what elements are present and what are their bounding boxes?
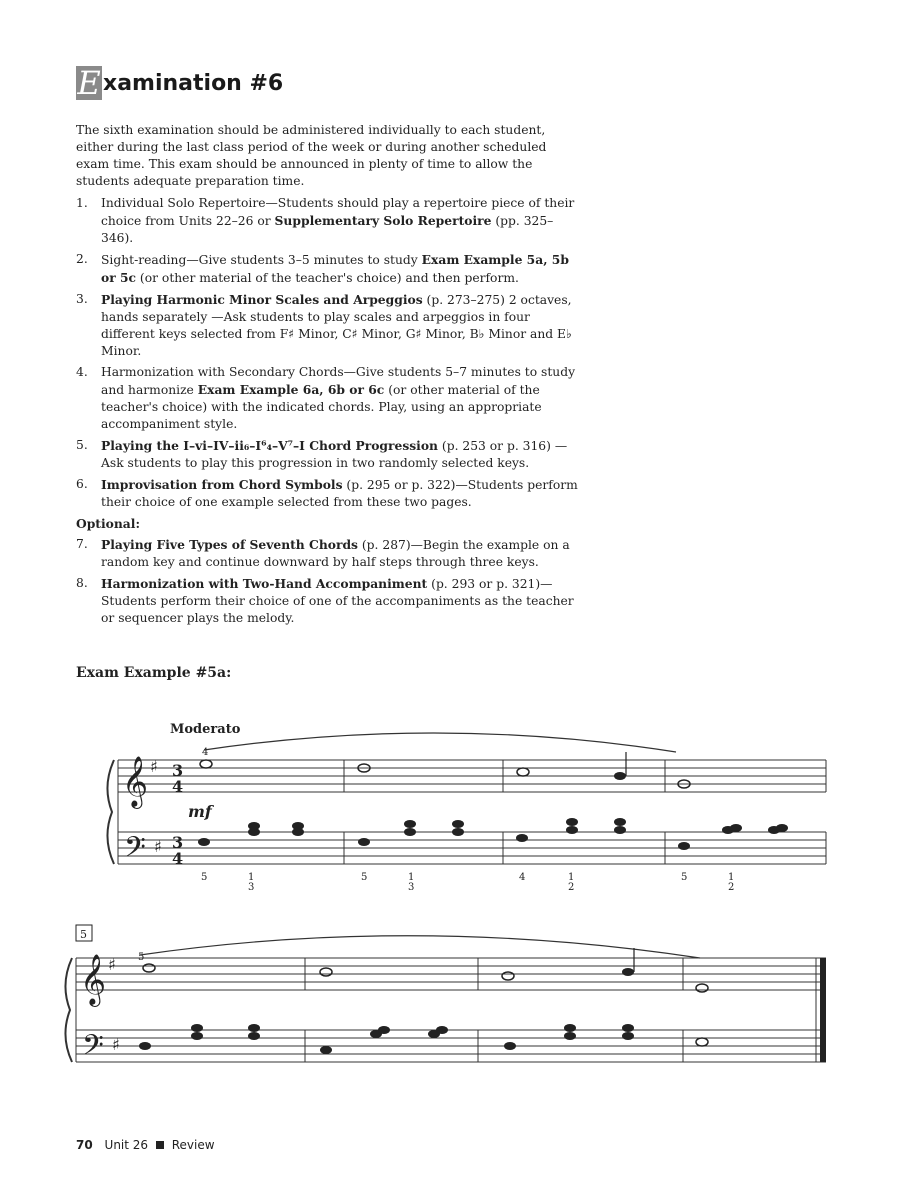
list-item: 7. Playing Five Types of Seventh Chords (p. 287)—Begin the example on a random key and continue downward by half steps through three keys. bbox=[76, 537, 570, 569]
list-item: 5. Playing the I–vi–IV–ii₆–I⁶₄–V⁷–I Chord Progression (p. 253 or p. 316) —Ask students to play this progression in two randomly selected keys. bbox=[76, 438, 568, 470]
svg-text:♯: ♯ bbox=[108, 955, 116, 974]
svg-text:𝄢: 𝄢 bbox=[82, 1029, 104, 1069]
page-number: 70 bbox=[76, 1138, 93, 1152]
fingering: 1 bbox=[408, 872, 415, 883]
list-item: 1. Individual Solo Repertoire—Students should play a repertoire piece of their choice from Units 22–26 or Supplementary Solo Repertoire (pp. 325–346). bbox=[76, 196, 575, 245]
optional-heading: Optional: bbox=[76, 516, 140, 531]
fingering: 1 bbox=[248, 872, 255, 883]
measure-number: 5 bbox=[80, 928, 87, 941]
fingering: 1 bbox=[568, 872, 575, 883]
example-label: Exam Example #5a: bbox=[76, 665, 232, 681]
fingering: 3 bbox=[408, 882, 415, 893]
list-item: 3. Playing Harmonic Minor Scales and Arpeggios (p. 273–275) 2 octaves, hands separately —Ask students to play scales and arpeggios in four different keys selected from F♯ Minor, C♯ Minor, G♯ Minor, B♭ Minor and E♭ Minor. bbox=[76, 292, 572, 358]
fingering: 2 bbox=[728, 882, 735, 893]
fingering: 5 bbox=[138, 952, 145, 963]
fingering: 1 bbox=[728, 872, 735, 883]
dynamic-marking: mf bbox=[188, 802, 212, 821]
fingering: 5 bbox=[361, 872, 368, 883]
fingering: 4 bbox=[202, 747, 209, 758]
list-item: 4. Harmonization with Secondary Chords—Give students 5–7 minutes to study and harmonize Exam Example 6a, 6b or 6c (or other material of the teacher's choice) with the indicated chords. Play, using an appropriate accompaniment style. bbox=[76, 365, 576, 431]
intro-paragraph: The sixth examination should be administered individually to each student, either during the last class period of the week or during another scheduled exam time. This exam should be announced in plenty of time to allow the students adequate preparation time. bbox=[76, 123, 547, 188]
svg-text:♯: ♯ bbox=[150, 757, 158, 776]
list-item: 8. Harmonization with Two-Hand Accompaniment (p. 293 or p. 321)—Students perform their choice of one of the accompaniments as the teacher or sequencer plays the melody. bbox=[76, 576, 574, 625]
time-sig-top-bass: 3 bbox=[172, 833, 184, 852]
fingering: 2 bbox=[568, 882, 575, 893]
page-footer bbox=[76, 1138, 215, 1152]
fingering: 5 bbox=[201, 872, 208, 883]
svg-text:𝄞: 𝄞 bbox=[80, 954, 107, 1005]
fingering: 5 bbox=[681, 872, 688, 883]
svg-text:♯: ♯ bbox=[112, 1035, 120, 1054]
title-text: xamination #6 bbox=[103, 70, 284, 96]
section-label: Review bbox=[171, 1138, 215, 1152]
svg-text:♯: ♯ bbox=[154, 837, 162, 856]
time-sig-bottom: 4 bbox=[172, 777, 184, 796]
time-sig-bottom-bass: 4 bbox=[172, 849, 184, 868]
svg-text:𝄞: 𝄞 bbox=[122, 756, 149, 807]
list-item: 2. Sight-reading—Give students 3–5 minutes to study Exam Example 5a, 5b or 5c (or other material of the teacher's choice) and then perform. bbox=[76, 252, 569, 285]
fingering: 3 bbox=[248, 882, 255, 893]
tempo-marking: Moderato bbox=[170, 722, 241, 737]
time-sig-top: 3 bbox=[172, 761, 184, 780]
svg-text:𝄢: 𝄢 bbox=[124, 831, 146, 871]
fingering: 4 bbox=[519, 872, 526, 883]
drop-cap: E bbox=[77, 64, 101, 102]
unit-label: Unit 26 bbox=[104, 1138, 149, 1152]
list-item: 6. Improvisation from Chord Symbols (p. 295 or p. 322)—Students perform their choice of one example selected from these two pages. bbox=[76, 477, 578, 509]
square-icon bbox=[156, 1141, 164, 1149]
